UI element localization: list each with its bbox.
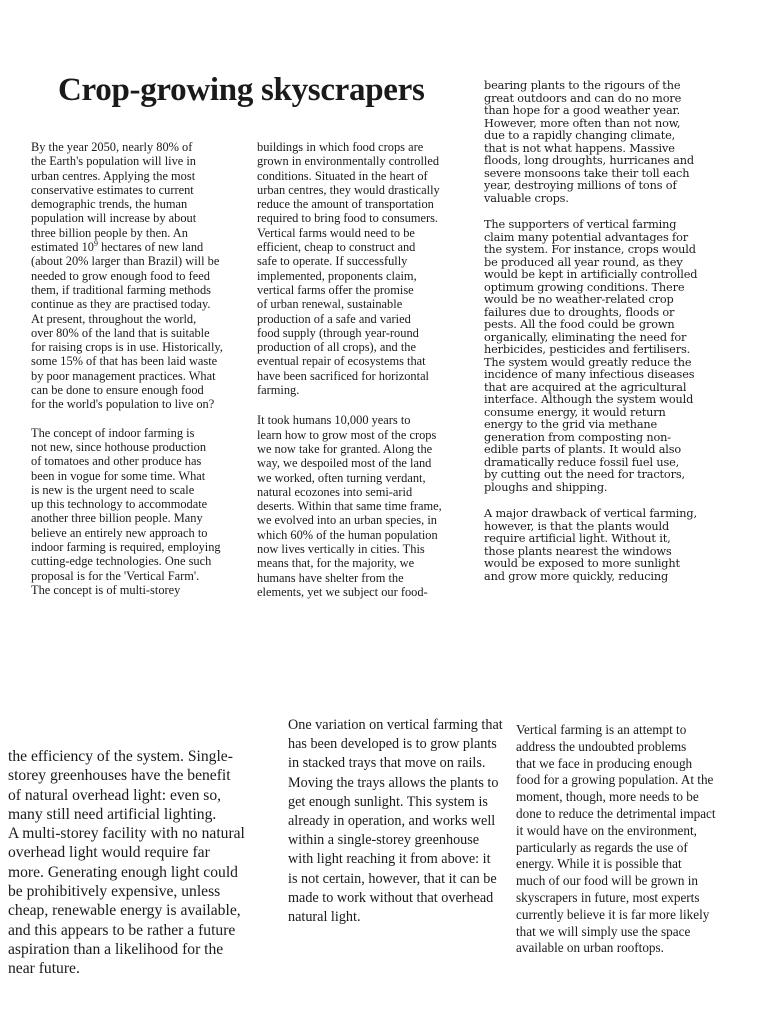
text-line: However, more often than not now,	[484, 116, 681, 130]
text-line: require artificial light. Without it,	[484, 532, 671, 545]
text-line-exponent	[31, 240, 246, 254]
text-line: aspiration than a likelihood for the	[8, 940, 224, 958]
text-line: Moving the trays allows the plants to	[288, 774, 499, 791]
column-3-paragraph-1	[484, 80, 729, 205]
text-line: three billion people by then. An	[31, 225, 188, 240]
text-line: failures due to droughts, floods or	[484, 305, 675, 319]
text-line: urban centres, they would drastically	[257, 182, 440, 197]
text-line: near future.	[8, 960, 80, 978]
bottom-right-block	[516, 722, 746, 957]
text-line: cheap, renewable energy is available,	[8, 902, 241, 920]
text-line: would be exposed to more sunlight	[484, 557, 680, 570]
text-line: get enough sunlight. This system is	[288, 793, 488, 810]
article-title: Crop-growing skyscrapers	[58, 72, 425, 108]
text-line: At present, throughout the world,	[31, 311, 197, 326]
text-line: way, we despoiled most of the land	[257, 456, 432, 471]
text-line: already in operation, and works well	[288, 813, 496, 830]
column-3	[484, 80, 729, 583]
text-line: required to bring food to consumers.	[257, 211, 439, 226]
text-line: safe to operate. If successfully	[257, 254, 408, 269]
text-line: skyscrapers in future, most experts	[516, 889, 700, 905]
text-line: the system. For instance, crops would	[484, 243, 696, 256]
text-line: done to reduce the detrimental impact	[516, 805, 716, 821]
text-line: population will increase by about	[31, 211, 197, 226]
text-line: humans have shelter from the	[257, 570, 404, 585]
text-line: those plants nearest the windows	[484, 544, 672, 558]
text-line: consume energy, it would return	[484, 405, 666, 419]
bottom-right-paragraph	[516, 722, 746, 957]
exponent: 9	[93, 238, 98, 248]
text-line: organically, eliminating the need for	[484, 330, 687, 344]
text-line: much of our food will be grown in	[516, 873, 699, 889]
column-3-paragraph-2	[484, 219, 729, 494]
text-line: By the year 2050, nearly 80% of	[31, 140, 193, 154]
text-line: The system would greatly reduce the	[484, 355, 692, 369]
text-line: pests. All the food could be grown	[484, 318, 675, 331]
text-line: great outdoors and can do no more	[484, 91, 682, 105]
text-line: for the world's population to live on?	[31, 397, 215, 412]
text-line: valuable crops.	[484, 191, 569, 205]
text-line: Vertical farms would need to be	[257, 225, 415, 240]
text-line: edible parts of plants. It would also	[484, 443, 682, 456]
column-1-paragraph-1	[31, 140, 246, 412]
text-line: now lives vertically in cities. This	[257, 542, 425, 557]
text-line: conditions. Situated in the heart of	[257, 168, 428, 183]
text-line: been in vogue for some time. What	[31, 468, 206, 483]
column-2	[257, 140, 472, 599]
text-line: elements, yet we subject our food-	[257, 584, 428, 599]
text-line: urban centres. Applying the most	[31, 168, 196, 183]
text-line: year, destroying millions of tons of	[484, 179, 677, 192]
text-line: in stacked trays that move on rails.	[288, 755, 486, 772]
text-line: deserts. Within that same time frame,	[257, 499, 442, 514]
bottom-middle-paragraph	[288, 716, 503, 927]
text-line: implemented, proponents claim,	[257, 268, 417, 283]
text-line: demographic trends, the human	[31, 197, 188, 212]
text-line: the efficiency of the system. Single-	[8, 748, 233, 765]
column-3-paragraph-3	[484, 508, 729, 583]
text-line: farming.	[257, 383, 300, 398]
text-line: reduce the amount of transportation	[257, 197, 434, 212]
text-line: be produced all year round, as they	[484, 255, 683, 269]
text-line: of urban renewal, sustainable	[257, 297, 403, 312]
text-line: (about 20% larger than Brazil) will be	[31, 254, 220, 269]
text-line: we evolved into an urban species, in	[257, 513, 437, 528]
text-line: conservative estimates to current	[31, 182, 194, 197]
column-1-paragraph-2	[31, 426, 246, 598]
text-line: would be kept in artificially controlled	[484, 268, 698, 281]
text-line: continue as they are practised today.	[31, 297, 211, 312]
text-line: we now take for granted. Along the	[257, 441, 433, 456]
text-line: food for a growing population. At the	[516, 772, 714, 788]
text-line: some 15% of that has been laid waste	[31, 354, 218, 369]
text-line: generation from composting non-	[484, 430, 671, 444]
text-line: that we will simply use the space	[516, 923, 691, 939]
text-line: with light reaching it from above: it	[288, 851, 491, 868]
text-line: A major drawback of vertical farming,	[484, 507, 697, 520]
text-line: A multi-storey facility with no natural	[8, 825, 245, 843]
column-1	[31, 140, 246, 597]
text-line: within a single-storey greenhouse	[288, 832, 480, 849]
bottom-left-paragraph	[8, 747, 258, 979]
text-line: is not certain, however, that it can be	[288, 870, 497, 887]
text-line: would be no weather-related crop	[484, 293, 674, 306]
text-line: overhead light would require far	[8, 844, 210, 862]
text-line: available on urban rooftops.	[516, 940, 664, 956]
text-line: ploughs and shipping.	[484, 480, 608, 494]
text-line: indoor farming is required, employing	[31, 540, 221, 555]
text-line: production of a safe and varied	[257, 311, 411, 326]
text-line: which 60% of the human population	[257, 527, 438, 542]
text-line: means that, for the majority, we	[257, 556, 415, 571]
text-line: the Earth's population will live in	[31, 154, 197, 169]
text-line: energy to the grid via methane	[484, 418, 658, 431]
text-line: severe monsoons take their toll each	[484, 166, 690, 180]
text-line: of tomatoes and other produce has	[31, 454, 202, 469]
text-line: of natural overhead light: even so,	[8, 786, 222, 804]
text-line: proposal is for the 'Vertical Farm'.	[31, 568, 200, 583]
text-line: herbicides, pesticides and fertilisers.	[484, 343, 691, 356]
text-line: particularly as regards the use of	[516, 839, 688, 855]
text-line: bearing plants to the rigours of the	[484, 79, 681, 92]
text-line: The concept of indoor farming is	[31, 425, 195, 440]
text-line: natural light.	[288, 909, 361, 926]
text-fragment: hectares of new land	[97, 240, 204, 255]
text-line: and this appears to be rather a future	[8, 921, 236, 939]
text-line: up this technology to accommodate	[31, 497, 208, 512]
text-line: claim many potential advantages for	[484, 230, 688, 244]
text-line: interface. Although the system would	[484, 393, 694, 406]
text-line: optimum growing conditions. There	[484, 280, 685, 294]
text-line: needed to grow enough food to feed	[31, 268, 210, 283]
text-line: vertical farms offer the promise	[257, 282, 414, 297]
text-line: another three billion people. Many	[31, 511, 203, 526]
text-line: currently believe it is far more likely	[516, 906, 710, 922]
text-line: it would have on the environment,	[516, 822, 697, 838]
text-line: be prohibitively expensive, unless	[8, 883, 221, 901]
text-line: production of all crops), and the	[257, 340, 416, 355]
text-line: storey greenhouses have the benefit	[8, 767, 231, 785]
text-line: by poor management practices. What	[31, 368, 216, 383]
text-line: energy. While it is possible that	[516, 856, 682, 872]
text-line: food supply (through year-round	[257, 325, 419, 340]
text-line: Vertical farming is an attempt to	[516, 722, 687, 737]
text-line: and grow more quickly, reducing	[484, 569, 669, 583]
text-line: made to work without that overhead	[288, 889, 494, 906]
text-line: incidence of many infectious diseases	[484, 368, 695, 381]
text-line: them, if traditional farming methods	[31, 282, 211, 297]
text-line: can be done to ensure enough food	[31, 383, 204, 398]
column-2-paragraph-1	[257, 140, 472, 397]
text-line: than hope for a good weather year.	[484, 104, 680, 117]
text-line: has been developed is to grow plants	[288, 736, 497, 753]
text-line: The supporters of vertical farming	[484, 218, 677, 231]
text-line: many still need artificial lighting.	[8, 805, 217, 823]
text-line: buildings in which food crops are	[257, 140, 424, 154]
text-line: believe an entirely new approach to	[31, 525, 208, 540]
text-line: floods, long droughts, hurricanes and	[484, 154, 694, 167]
text-line: dramatically reduce fossil fuel use,	[484, 455, 680, 469]
text-line: One variation on vertical farming that	[288, 717, 503, 733]
text-line: over 80% of the land that is suitable	[31, 325, 210, 340]
bottom-left-block	[8, 747, 258, 979]
text-line: due to a rapidly changing climate,	[484, 129, 676, 142]
column-2-paragraph-2	[257, 413, 472, 599]
text-fragment: estimated 10	[31, 240, 94, 255]
text-line: grown in environmentally controlled	[257, 154, 440, 169]
bottom-middle-block	[288, 716, 503, 927]
text-line: that is not what happens. Massive	[484, 141, 675, 155]
text-line: we worked, often turning verdant,	[257, 470, 426, 485]
text-line: more. Generating enough light could	[8, 863, 238, 881]
text-line: not new, since hothouse production	[31, 439, 207, 454]
text-line: address the undoubted problems	[516, 738, 687, 754]
text-line: is new is the urgent need to scale	[31, 482, 195, 497]
text-line: natural ecozones into semi-arid	[257, 484, 413, 499]
text-line: The concept is of multi-storey	[31, 582, 181, 597]
text-line: have been sacrificed for horizontal	[257, 368, 430, 383]
text-line: learn how to grow most of the crops	[257, 427, 437, 442]
text-line: It took humans 10,000 years to	[257, 413, 411, 428]
text-line: for raising crops is in use. Historically,	[31, 340, 223, 355]
text-line: efficient, cheap to construct and	[257, 240, 416, 255]
text-line: that we face in producing enough	[516, 755, 693, 771]
text-line: that are acquired at the agricultural	[484, 380, 687, 394]
text-line: eventual repair of ecosystems that	[257, 354, 426, 369]
text-line: cutting-edge technologies. One such	[31, 554, 212, 569]
text-line: by cutting out the need for tractors,	[484, 468, 685, 481]
text-line: moment, though, more needs to be	[516, 789, 699, 805]
text-line: however, is that the plants would	[484, 519, 670, 533]
